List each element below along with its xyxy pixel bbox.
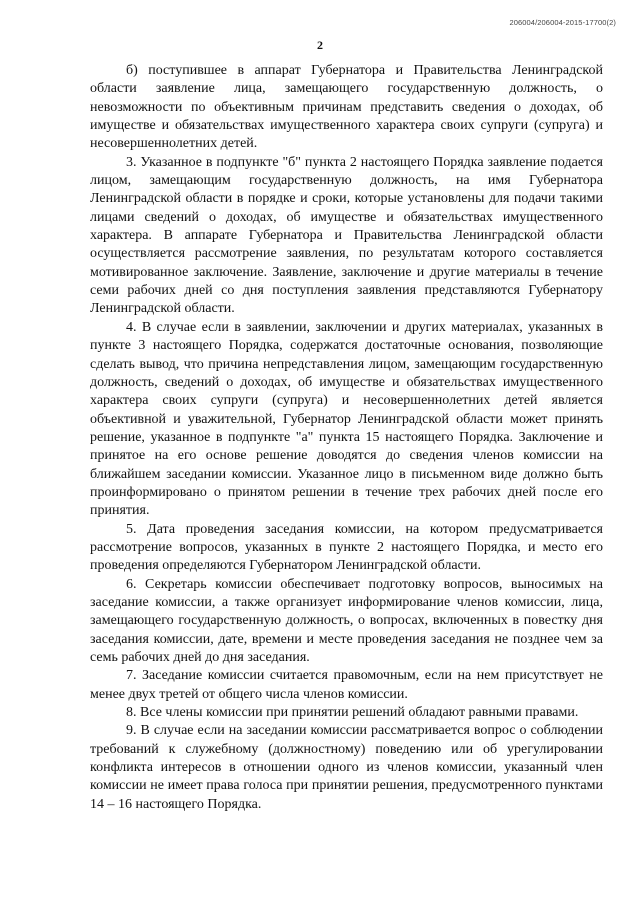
page-number: 2 xyxy=(317,38,323,52)
document-id: 206004/206004-2015-17700(2) xyxy=(509,18,616,27)
paragraph-5: 5. Дата проведения заседания комиссии, на котором предусматривается рассмотрение вопросов, указанных в пункте 2 настоящего Порядка, и место его проведения определяются Губернатором Ленинградской области. xyxy=(90,521,603,574)
paragraph-8: 8. Все члены комиссии при принятии решений обладают равными правами. xyxy=(126,705,579,721)
paragraph-9: 9. В случае если на заседании комиссии рассматривается вопрос о соблюдении требований к служебному (должностному) поведению или об урегулировании конфликта интересов в отношении одного из членов комиссии, указанный член комиссии не имеет права голоса при принятии решения, предусмотренного пунктами 14 – 16 настоящего Порядка. xyxy=(90,723,603,812)
document-body xyxy=(90,62,603,814)
paragraph-4: 4. В случае если в заявлении, заключении и других материалах, указанных в пункте 3 настоящего Порядка, содержатся достаточные основания, позволяющие сделать вывод, что причина непредставления лицом, замещающим государственную должность, сведений о доходах, об имуществе и обязательствах имущественного характера своих супруги (супруга) и несовершеннолетних детей является объективной и уважительной, Губернатор Ленинградской области может принять решение, указанное в подпункте "а" пункта 15 настоящего Порядка. Заключение и принятое на его основе решение доводятся до сведения членов комиссии на ближайшем заседании комиссии. Указанное лицо в письменном виде должно быть проинформировано о принятом решении в течение трех рабочих дней после его принятия. xyxy=(90,319,603,519)
paragraph-2b: б) поступившее в аппарат Губернатора и Правительства Ленинградской области заявление лица, замещающего государственную должность, о невозможности по объективным причинам представить сведения о доходах, об имуществе и обязательствах имущественного характера своих супруги (супруга) и несовершеннолетних детей. xyxy=(90,63,603,152)
paragraph-7: 7. Заседание комиссии считается правомочным, если на нем присутствует не менее двух третей от общего числа членов комиссии. xyxy=(90,668,603,702)
paragraph-6: 6. Секретарь комиссии обеспечивает подготовку вопросов, выносимых на заседание комиссии, а также организует информирование членов комиссии, лица, замещающего государственную должность, о вопросах, включенных в повестку дня заседания комиссии, дате, времени и месте проведения заседания не позднее чем за семь рабочих дней до дня заседания. xyxy=(90,576,603,665)
paragraph-3: 3. Указанное в подпункте "б" пункта 2 настоящего Порядка заявление подается лицом, замещающим государственную должность, на имя Губернатора Ленинградской области в порядке и сроки, которые установлены для подачи такими лицами сведений о доходах, об имуществе и обязательствах имущественного характера. В аппарате Губернатора и Правительства Ленинградской области осуществляется рассмотрение заявления, по результатам которого составляется мотивированное заключение. Заявление, заключение и другие материалы в течение семи рабочих дней со дня поступления заявления представляются Губернатору Ленинградской области. xyxy=(90,154,603,317)
